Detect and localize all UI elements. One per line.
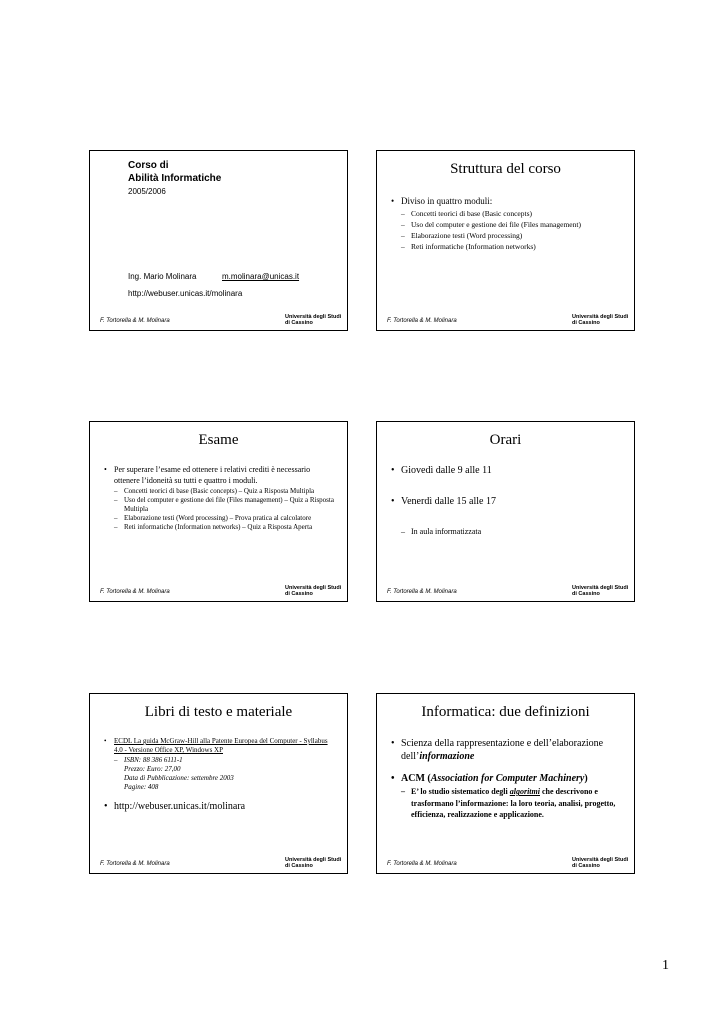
slide-course-title (89, 150, 348, 331)
teacher-email[interactable]: m.molinara@unicas.it (222, 272, 300, 281)
course-title-line1: Corso di (128, 160, 169, 171)
book-details: – ISBN: 88 386 6111-1 Prezzo: Euro: 27,00 Data di Pubblicazione: settembre 2003 Pagine: 408 (114, 756, 336, 792)
schedule-thursday: • Giovedì dalle 9 alle 11 (391, 464, 627, 477)
footer-university: Università degli Studi di Cassino (285, 585, 342, 597)
slide-title: Orari (489, 432, 522, 448)
module-item: – Reti informatiche (Information networks) (401, 241, 627, 252)
exam-item: – Concetti teorici di base (Basic concepts) – Quiz a Risposta Multipla (114, 487, 336, 496)
slide-title: Struttura del corso (450, 161, 561, 177)
course-title-line2: Abilità Informatiche (128, 173, 222, 184)
footer-university: Università degli Studi di Cassino (285, 314, 342, 326)
definition-acm: • ACM (Association for Computer Machinery) – E’ lo studio sistematico degli algoritmi che descrivono e trasformano l’informazione: la loro teoria, analisi, progetto, efficienza, realizzazione e applicazione. (391, 772, 627, 821)
book-title[interactable]: ECDL La guida McGraw-Hill alla Patente Europea del Computer - Syllabus 4.0 - Versione Office XP, Windows XP (114, 737, 328, 754)
teacher-url[interactable]: http://webuser.unicas.it/molinara (128, 289, 243, 298)
footer-university: Università degli Studi di Cassino (572, 585, 629, 597)
footer-university: Università degli Studi di Cassino (572, 857, 629, 869)
slide-exam (89, 421, 348, 602)
footer-authors: F. Tortorella & M. Molinara (387, 318, 457, 324)
module-item: – Elaborazione testi (Word processing) (401, 230, 627, 241)
slide-title: Esame (198, 432, 239, 448)
slide-definitions (376, 693, 635, 874)
slide-textbooks (89, 693, 348, 874)
bullet-modules: • Diviso in quattro moduli: – Concetti teorici di base (Basic concepts) – Uso del computer e gestione dei file (Files management) – Elaborazione testi (Word processing) – Reti informatiche (Information networks) (391, 195, 627, 252)
definition-science: • Scienza della rappresentazione e dell’elaborazione dell’informazione (391, 737, 627, 763)
schedule-friday: • Venerdì dalle 15 alle 17 (391, 495, 627, 508)
slide-title: Libri di testo e materiale (144, 704, 293, 720)
bullet-exam-requirement: • Per superare l’esame ed ottenere i relativi crediti è necessario ottenere l’idoneità su tutti e quattro i moduli. – Concetti teorici di base (Basic concepts) – Quiz a Risposta Multipla – Uso del computer e gestione dei file (Files management) – Quiz a Risposta Multipla – Elaborazione testi (Word processing) – Prova pratica al calcolatore – Reti informatiche (Information networks) – Quiz a Risposta Aperta (104, 465, 336, 532)
exam-item: – Elaborazione testi (Word processing) – Prova pratica al calcolatore (114, 514, 336, 523)
schedule-room: – In aula informatizzata (401, 526, 627, 537)
exam-item: – Reti informatiche (Information networks) – Quiz a Risposta Aperta (114, 523, 336, 532)
teacher-name: Ing. Mario Molinara (128, 272, 197, 281)
book-item (104, 737, 336, 792)
module-item: – Concetti teorici di base (Basic concepts) (401, 208, 627, 219)
footer-authors: F. Tortorella & M. Molinara (100, 589, 170, 595)
exam-item: – Uso del computer e gestione dei file (Files management) – Quiz a Risposta Multipla (114, 496, 336, 514)
course-year: 2005/2006 (128, 187, 166, 196)
material-url[interactable]: • http://webuser.unicas.it/molinara (104, 800, 336, 813)
slide-schedule (376, 421, 635, 602)
definition-acm-text: – E’ lo studio sistematico degli algoritmi che descrivono e trasformano l’informazione: la loro teoria, analisi, progetto, efficienza, realizzazione e applicazione. (401, 786, 627, 821)
page-number: 1 (662, 958, 669, 973)
slide-course-structure (376, 150, 635, 331)
footer-university: Università degli Studi di Cassino (285, 857, 342, 869)
footer-authors: F. Tortorella & M. Molinara (100, 861, 170, 867)
footer-authors: F. Tortorella & M. Molinara (387, 589, 457, 595)
module-item: – Uso del computer e gestione dei file (Files management) (401, 219, 627, 230)
footer-university: Università degli Studi di Cassino (572, 314, 629, 326)
footer-authors: F. Tortorella & M. Molinara (100, 318, 170, 324)
footer-authors: F. Tortorella & M. Molinara (387, 861, 457, 867)
slide-title: Informatica: due definizioni (421, 704, 590, 720)
